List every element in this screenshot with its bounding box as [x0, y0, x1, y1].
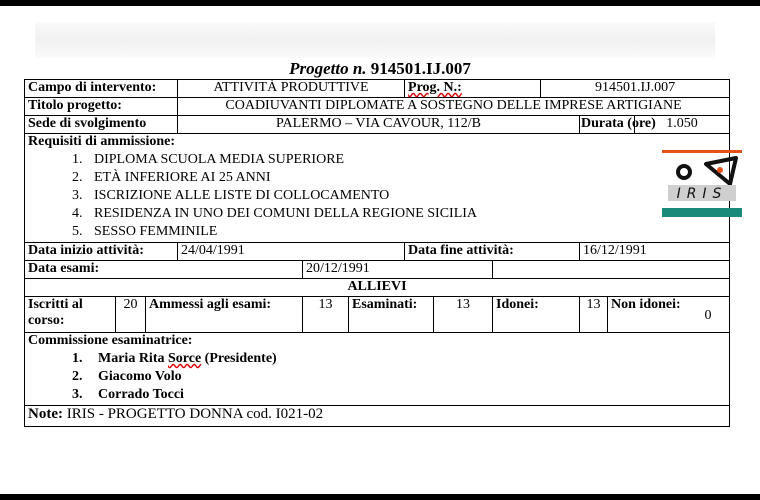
inizio-value: 24/04/1991 — [178, 243, 405, 261]
row-allievi-header — [25, 279, 730, 297]
iris-logo-icon — [662, 150, 742, 218]
commissione-member — [86, 368, 726, 386]
inizio-label: Data inizio attività: — [25, 243, 178, 261]
commissione-list — [28, 350, 726, 404]
member-name: Giacomo Volo — [98, 369, 182, 384]
esaminati-label: Esaminati: — [349, 297, 434, 333]
non-idonei-label: Non idonei: — [608, 297, 730, 333]
row-commissione — [25, 333, 730, 406]
member-role: (Presidente) — [201, 351, 277, 366]
commissione-member — [86, 350, 726, 368]
row-note — [25, 406, 730, 427]
commissione-member — [86, 386, 726, 404]
member-name: Corrado Tocci — [98, 387, 184, 402]
requisiti-list — [28, 151, 726, 241]
row-date — [25, 243, 730, 261]
fine-value: 16/12/1991 — [580, 243, 730, 261]
ammessi-value: 13 — [303, 297, 349, 333]
requisito-item: 4. RESIDENZA IN UNO DEI COMUNI DELLA REGIONE SICILIA — [86, 205, 726, 223]
row-allievi — [25, 297, 730, 333]
note-label: Note: — [28, 406, 63, 422]
durata-label: Durata (ore) — [580, 116, 635, 134]
sede-label: Sede di svolgimento — [25, 116, 178, 134]
commissione-cell — [25, 333, 730, 406]
iscritti-label: Iscritti al corso: — [25, 297, 116, 333]
row-sede — [25, 116, 730, 134]
member-name: Maria Rita — [98, 351, 168, 366]
prog-label-text: Prog. N.: — [408, 80, 462, 95]
non-idonei-value-display: 0 — [704, 308, 712, 323]
allievi-header: ALLIEVI — [25, 279, 730, 297]
title-prefix: Progetto n. — [289, 59, 371, 78]
page-title — [0, 59, 760, 79]
row-requisiti — [25, 134, 730, 243]
ammessi-label: Ammessi agli esami: — [146, 297, 303, 333]
iris-logo-text: IRIS — [676, 186, 728, 202]
durata-value: 1.050 — [635, 116, 730, 134]
requisito-item: 5. SESSO FEMMINILE — [86, 223, 726, 241]
row-campo — [25, 80, 730, 98]
requisito-item: 3. ISCRIZIONE ALLE LISTE DI COLLOCAMENTO — [86, 187, 726, 205]
note-cell — [25, 406, 730, 427]
title-number: 914501.IJ.007 — [370, 59, 471, 78]
top-border — [0, 0, 760, 6]
titolo-label: Titolo progetto: — [25, 98, 178, 116]
esami-label: Data esami: — [25, 261, 303, 279]
requisiti-cell — [25, 134, 730, 243]
esaminati-value: 13 — [434, 297, 493, 333]
idonei-label: Idonei: — [493, 297, 580, 333]
prog-label — [405, 80, 541, 98]
requisito-item: 1. DIPLOMA SCUOLA MEDIA SUPERIORE — [86, 151, 726, 169]
sede-value: PALERMO – VIA CAVOUR, 112/B — [178, 116, 580, 134]
titolo-value: COADIUVANTI DIPLOMATE A SOSTEGNO DELLE IMPRESE ARTIGIANE — [178, 98, 730, 116]
requisiti-label: Requisiti di ammissione: — [28, 134, 176, 149]
scan-shadow — [35, 22, 715, 58]
fine-label: Data fine attività: — [405, 243, 580, 261]
requisito-item: 2. ETÀ INFERIORE AI 25 ANNI — [86, 169, 726, 187]
iris-logo — [662, 150, 742, 218]
project-table — [24, 79, 730, 427]
member-surname: Sorce — [167, 351, 202, 366]
esami-value: 20/12/1991 — [303, 261, 493, 279]
bottom-border — [0, 494, 760, 500]
note-value: IRIS - PROGETTO DONNA cod. I021-02 — [66, 406, 324, 422]
campo-label: Campo di intervento: — [25, 80, 178, 98]
prog-value: 914501.IJ.007 — [541, 80, 730, 98]
row-titolo — [25, 98, 730, 116]
idonei-value: 13 — [580, 297, 608, 333]
commissione-label: Commissione esaminatrice: — [28, 333, 193, 348]
iscritti-value: 20 — [116, 297, 146, 333]
campo-value: ATTIVITÀ PRODUTTIVE — [178, 80, 405, 98]
row-esami — [25, 261, 730, 279]
esami-empty — [493, 261, 730, 279]
